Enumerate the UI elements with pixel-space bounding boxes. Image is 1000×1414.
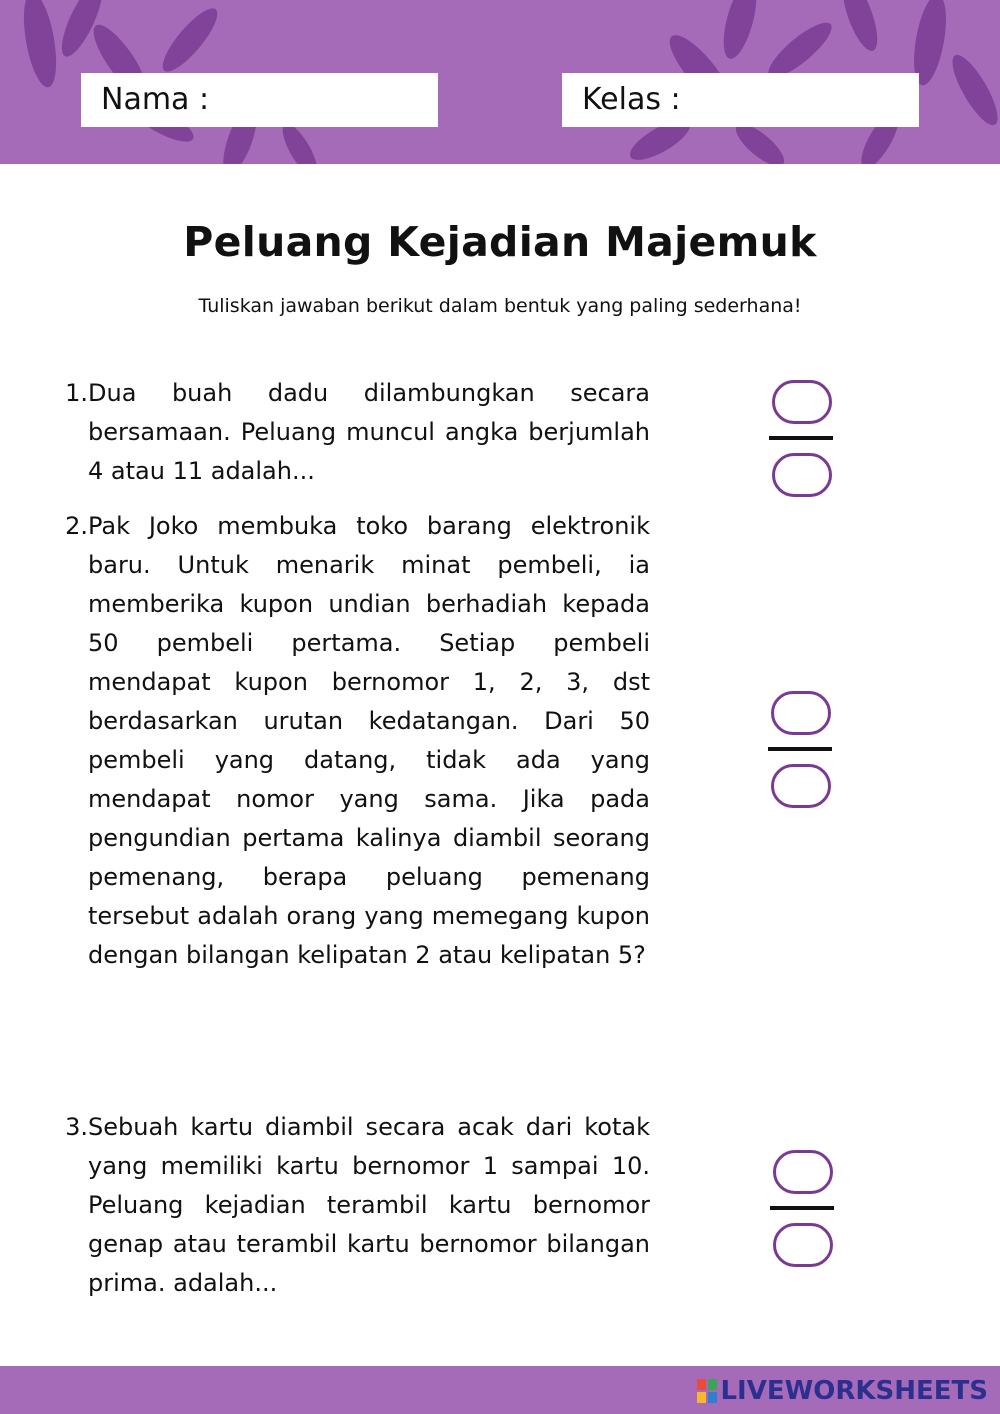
footer-bar xyxy=(0,1366,1000,1414)
numerator-input[interactable] xyxy=(773,1150,833,1194)
denominator-input[interactable] xyxy=(772,453,832,497)
numerator-input[interactable] xyxy=(771,691,831,735)
kelas-label: Kelas : xyxy=(582,82,681,117)
brand-name: LIVEWORKSHEETS xyxy=(720,1376,988,1406)
answer-fraction-2 xyxy=(768,691,838,811)
live-logo-icon xyxy=(697,1379,717,1403)
kelas-field[interactable] xyxy=(562,73,919,127)
denominator-input[interactable] xyxy=(771,764,831,808)
fraction-bar xyxy=(768,747,832,751)
question-number: 1. xyxy=(65,379,88,407)
fraction-bar xyxy=(770,1206,834,1210)
question-number: 2. xyxy=(65,512,88,540)
question-number: 3. xyxy=(65,1113,88,1141)
numerator-input[interactable] xyxy=(772,380,832,424)
page-title: Peluang Kejadian Majemuk xyxy=(183,218,817,266)
nama-field[interactable] xyxy=(81,73,438,127)
denominator-input[interactable] xyxy=(773,1223,833,1267)
question-text: Dua buah dadu dilambungkan secara bersamaan. Peluang muncul angka berjumlah 4 atau 11 adalah... xyxy=(88,379,650,485)
question-1 xyxy=(58,374,650,491)
answer-fraction-3 xyxy=(770,1150,840,1270)
question-text: Sebuah kartu diambil secara acak dari kotak yang memiliki kartu bernomor 1 sampai 10. Peluang kejadian terambil kartu bernomor genap atau terambil kartu bernomor bilangan prima. adalah... xyxy=(88,1113,650,1297)
instructions: Tuliskan jawaban berikut dalam bentuk yang paling sederhana! xyxy=(198,295,802,317)
brand-logo xyxy=(697,1374,988,1408)
question-3 xyxy=(58,1108,650,1303)
nama-label: Nama : xyxy=(101,82,210,117)
fraction-bar xyxy=(769,436,833,440)
question-text: Pak Joko membuka toko barang elektronik baru. Untuk menarik minat pembeli, ia memberika kupon undian berhadiah kepada 50 pembeli pertama. Setiap pembeli mendapat kupon bernomor 1, 2, 3, dst berdasarkan urutan kedatangan. Dari 50 pembeli yang datang, tidak ada yang mendapat nomor yang sama. Jika pada pengundian pertama kalinya diambil seorang pemenang, berapa peluang pemenang tersebut adalah orang yang memegang kupon dengan bilangan kelipatan 2 atau kelipatan 5? xyxy=(88,512,650,969)
header-banner xyxy=(0,0,1000,164)
question-2 xyxy=(58,507,650,975)
answer-fraction-1 xyxy=(769,380,839,500)
